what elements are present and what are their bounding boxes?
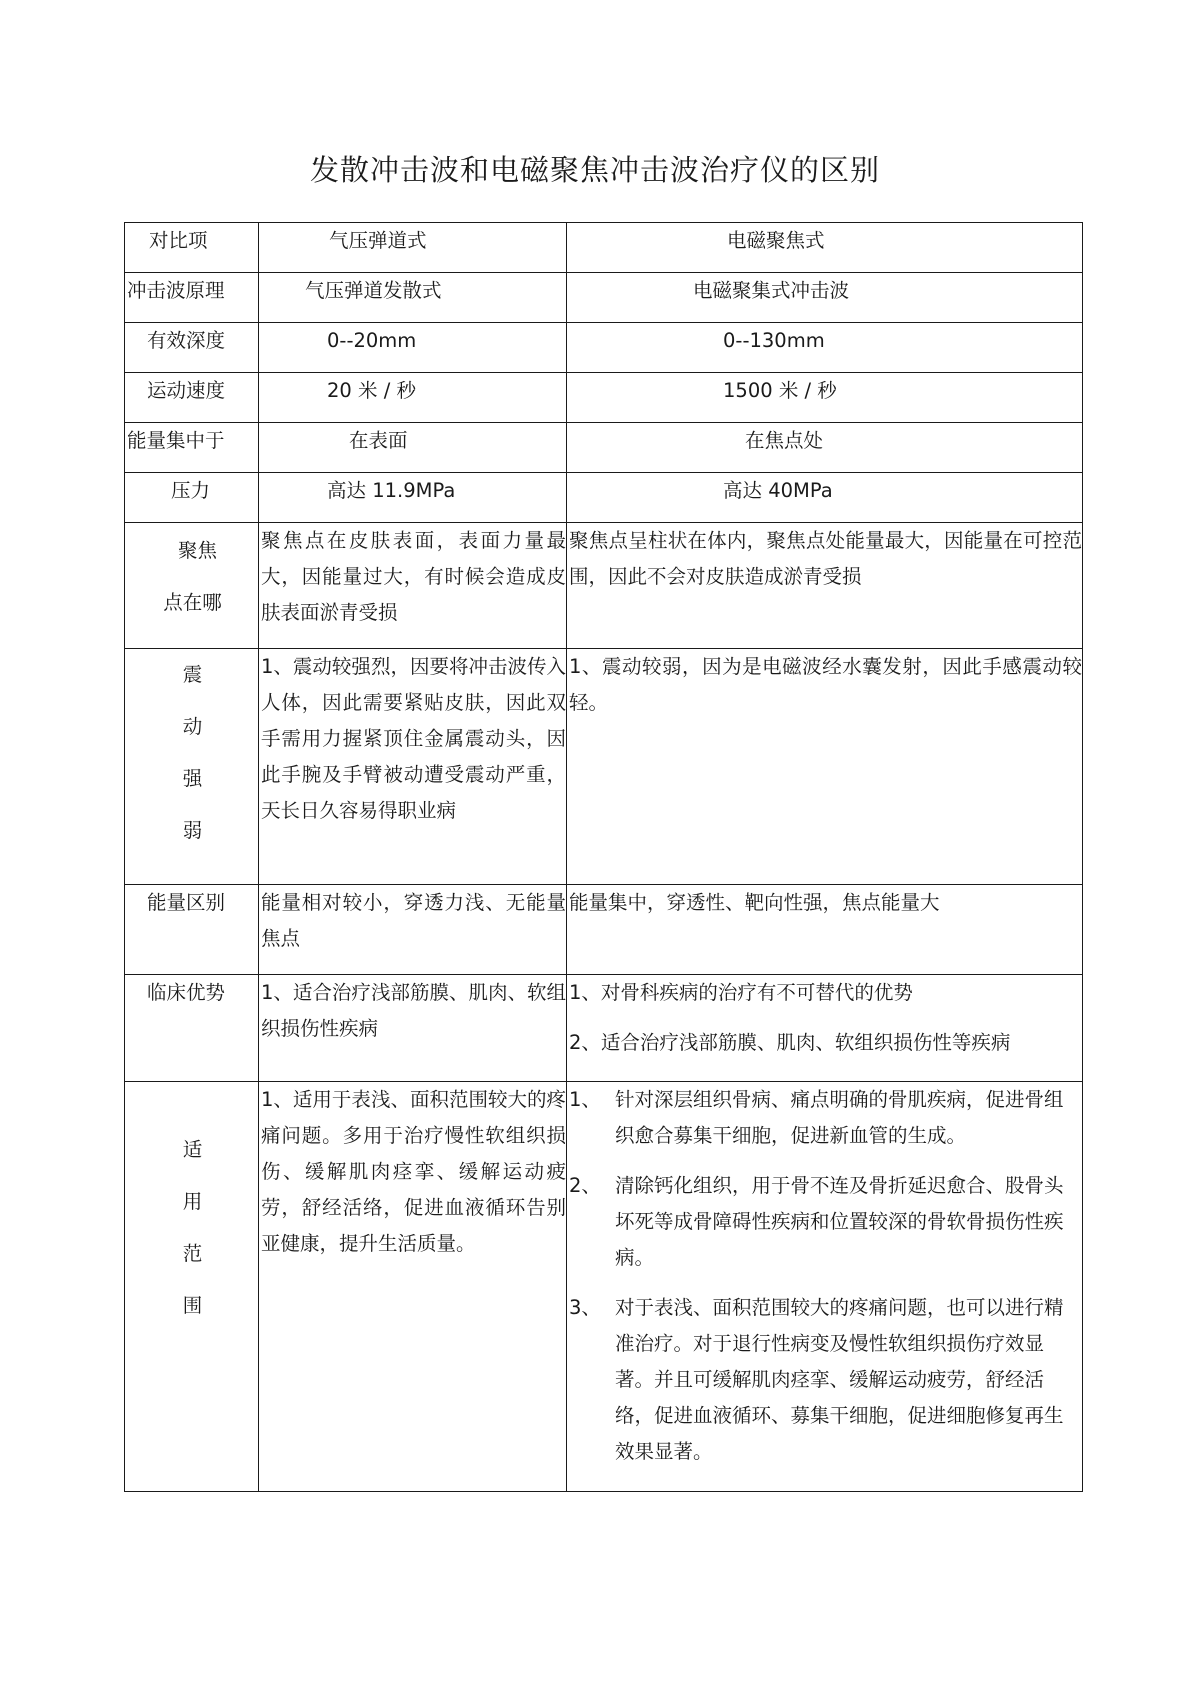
row-col1-value: 高达 11.9MPa	[327, 479, 456, 502]
row-label-char: 强	[182, 767, 203, 790]
row-col1-cell	[259, 323, 567, 373]
scope-item-number: 3、	[569, 1296, 601, 1319]
header-col2-cell	[567, 223, 1083, 273]
row-col1-value: 气压弹道发散式	[305, 279, 442, 302]
table-header-row	[125, 223, 1083, 273]
row-col1-value: 1、适合治疗浅部筋膜、肌肉、软组织损伤性疾病	[261, 981, 566, 1040]
row-label-cell	[125, 885, 259, 975]
row-label: 临床优势	[147, 981, 226, 1004]
item-spacer	[569, 1154, 1082, 1168]
row-col1-value: 20 米 / 秒	[327, 379, 416, 402]
header-item-cell	[125, 223, 259, 273]
row-label-line1: 聚焦	[177, 539, 217, 562]
row-col2-cell	[567, 323, 1083, 373]
scope-item-number: 1、	[569, 1088, 601, 1111]
row-col2-value: 能量集中，穿透性、靶向性强，焦点能量大	[569, 891, 940, 914]
row-col1-cell	[259, 975, 567, 1082]
row-label-char: 用	[182, 1190, 203, 1213]
row-col1-cell	[259, 1082, 567, 1492]
table-row-speed	[125, 373, 1083, 423]
row-label: 能量集中于	[127, 429, 225, 452]
row-col1-value: 能量相对较小，穿透力浅、无能量焦点	[261, 891, 566, 950]
header-item-label: 对比项	[149, 229, 208, 252]
row-col2-cell	[567, 373, 1083, 423]
row-label-cell	[125, 649, 259, 885]
table-row-principle	[125, 273, 1083, 323]
row-col1-cell	[259, 523, 567, 649]
table-row-scope	[125, 1082, 1083, 1492]
scope-list-item	[569, 1290, 1082, 1470]
row-col2-cell	[567, 649, 1083, 885]
row-col2-value: 聚焦点呈柱状在体内，聚焦点处能量最大，因能量在可控范围，因此不会对皮肤造成淤青受损	[569, 529, 1082, 588]
item-spacer	[569, 1276, 1082, 1290]
table-row-energy-diff	[125, 885, 1083, 975]
row-label-char: 弱	[182, 819, 203, 842]
page-title: 发散冲击波和电磁聚焦冲击波治疗仪的区别	[309, 153, 880, 187]
row-label-char: 范	[182, 1242, 203, 1265]
table-row-energy-focus	[125, 423, 1083, 473]
row-col2-cell	[567, 885, 1083, 975]
scope-item-text: 清除钙化组织，用于骨不连及骨折延迟愈合、股骨头坏死等成骨障碍性疾病和位置较深的骨软骨损伤性疾病。	[615, 1174, 1064, 1269]
row-col1-cell	[259, 885, 567, 975]
row-col2-cell	[567, 423, 1083, 473]
row-col2-item: 1、对骨科疾病的治疗有不可替代的优势	[569, 981, 913, 1004]
row-label-cell	[125, 473, 259, 523]
row-col1-value: 聚焦点在皮肤表面，表面力量最大，因能量过大，有时候会造成皮肤表面淤青受损	[261, 529, 566, 624]
table-row-vibration	[125, 649, 1083, 885]
row-col1-value: 在表面	[349, 429, 408, 452]
row-col2-value: 高达 40MPa	[723, 479, 833, 502]
scope-item-text: 对于表浅、面积范围较大的疼痛问题，也可以进行精准治疗。对于退行性病变及慢性软组织损伤疗效显著。并且可缓解肌肉痉挛、缓解运动疲劳，舒经活络，促进血液循环、募集干细胞，促进细胞修复再生效果显著。	[615, 1296, 1064, 1463]
scope-list-item	[569, 1168, 1082, 1276]
row-col2-cell	[567, 473, 1083, 523]
row-col2-cell	[567, 523, 1083, 649]
row-col2-cell	[567, 273, 1083, 323]
comparison-table	[124, 222, 1083, 1492]
header-col1-cell	[259, 223, 567, 273]
item-spacer	[569, 1011, 1082, 1025]
row-col2-cell	[567, 975, 1083, 1082]
row-col1-cell	[259, 649, 567, 885]
row-col2-value: 1500 米 / 秒	[723, 379, 837, 402]
row-label-cell	[125, 523, 259, 649]
row-label-char: 动	[182, 715, 203, 738]
row-label: 能量区别	[147, 891, 226, 914]
row-col1-value: 1、适用于表浅、面积范围较大的疼痛问题。多用于治疗慢性软组织损伤、缓解肌肉痉挛、缓解运动疲劳，舒经活络，促进血液循环告别亚健康，提升生活质量。	[261, 1088, 566, 1255]
row-col2-cell	[567, 1082, 1083, 1492]
row-label-cell	[125, 373, 259, 423]
row-label-cell	[125, 423, 259, 473]
scope-item-number: 2、	[569, 1174, 601, 1197]
row-col2-item: 2、适合治疗浅部筋膜、肌肉、软组织损伤性等疾病	[569, 1031, 1011, 1054]
row-col1-value: 0--20mm	[327, 329, 417, 352]
row-col1-cell	[259, 373, 567, 423]
row-col1-value: 1、震动较强烈，因要将冲击波传入人体，因此需要紧贴皮肤，因此双手需用力握紧顶住金属震动头，因此手腕及手臂被动遭受震动严重，天长日久容易得职业病	[261, 655, 566, 822]
row-label-cell	[125, 975, 259, 1082]
row-col1-cell	[259, 423, 567, 473]
row-label-char: 震	[182, 663, 203, 686]
row-label: 压力	[171, 479, 211, 502]
row-label: 有效深度	[147, 329, 226, 352]
row-label: 运动速度	[147, 379, 226, 402]
row-col2-value: 在焦点处	[745, 429, 824, 452]
scope-item-text: 针对深层组织骨病、痛点明确的骨肌疾病，促进骨组织愈合募集干细胞，促进新血管的生成。	[615, 1088, 1064, 1147]
table-row-clinical	[125, 975, 1083, 1082]
row-label-cell	[125, 273, 259, 323]
table-row-focus-point	[125, 523, 1083, 649]
row-label-line2: 点在哪	[163, 591, 222, 614]
row-col2-value: 电磁聚集式冲击波	[693, 279, 850, 302]
row-col2-value: 0--130mm	[723, 329, 825, 352]
header-col1-label: 气压弹道式	[329, 229, 427, 252]
row-label-char: 围	[182, 1294, 203, 1317]
row-label-cell	[125, 1082, 259, 1492]
row-label: 冲击波原理	[127, 279, 225, 302]
row-col2-value: 1、震动较弱，因为是电磁波经水囊发射，因此手感震动较轻。	[569, 655, 1082, 714]
table-row-depth	[125, 323, 1083, 373]
row-col1-cell	[259, 473, 567, 523]
header-col2-label: 电磁聚焦式	[727, 229, 825, 252]
table-row-pressure	[125, 473, 1083, 523]
row-label-char: 适	[182, 1138, 203, 1161]
scope-list-item	[569, 1082, 1082, 1154]
row-label-cell	[125, 323, 259, 373]
row-col1-cell	[259, 273, 567, 323]
